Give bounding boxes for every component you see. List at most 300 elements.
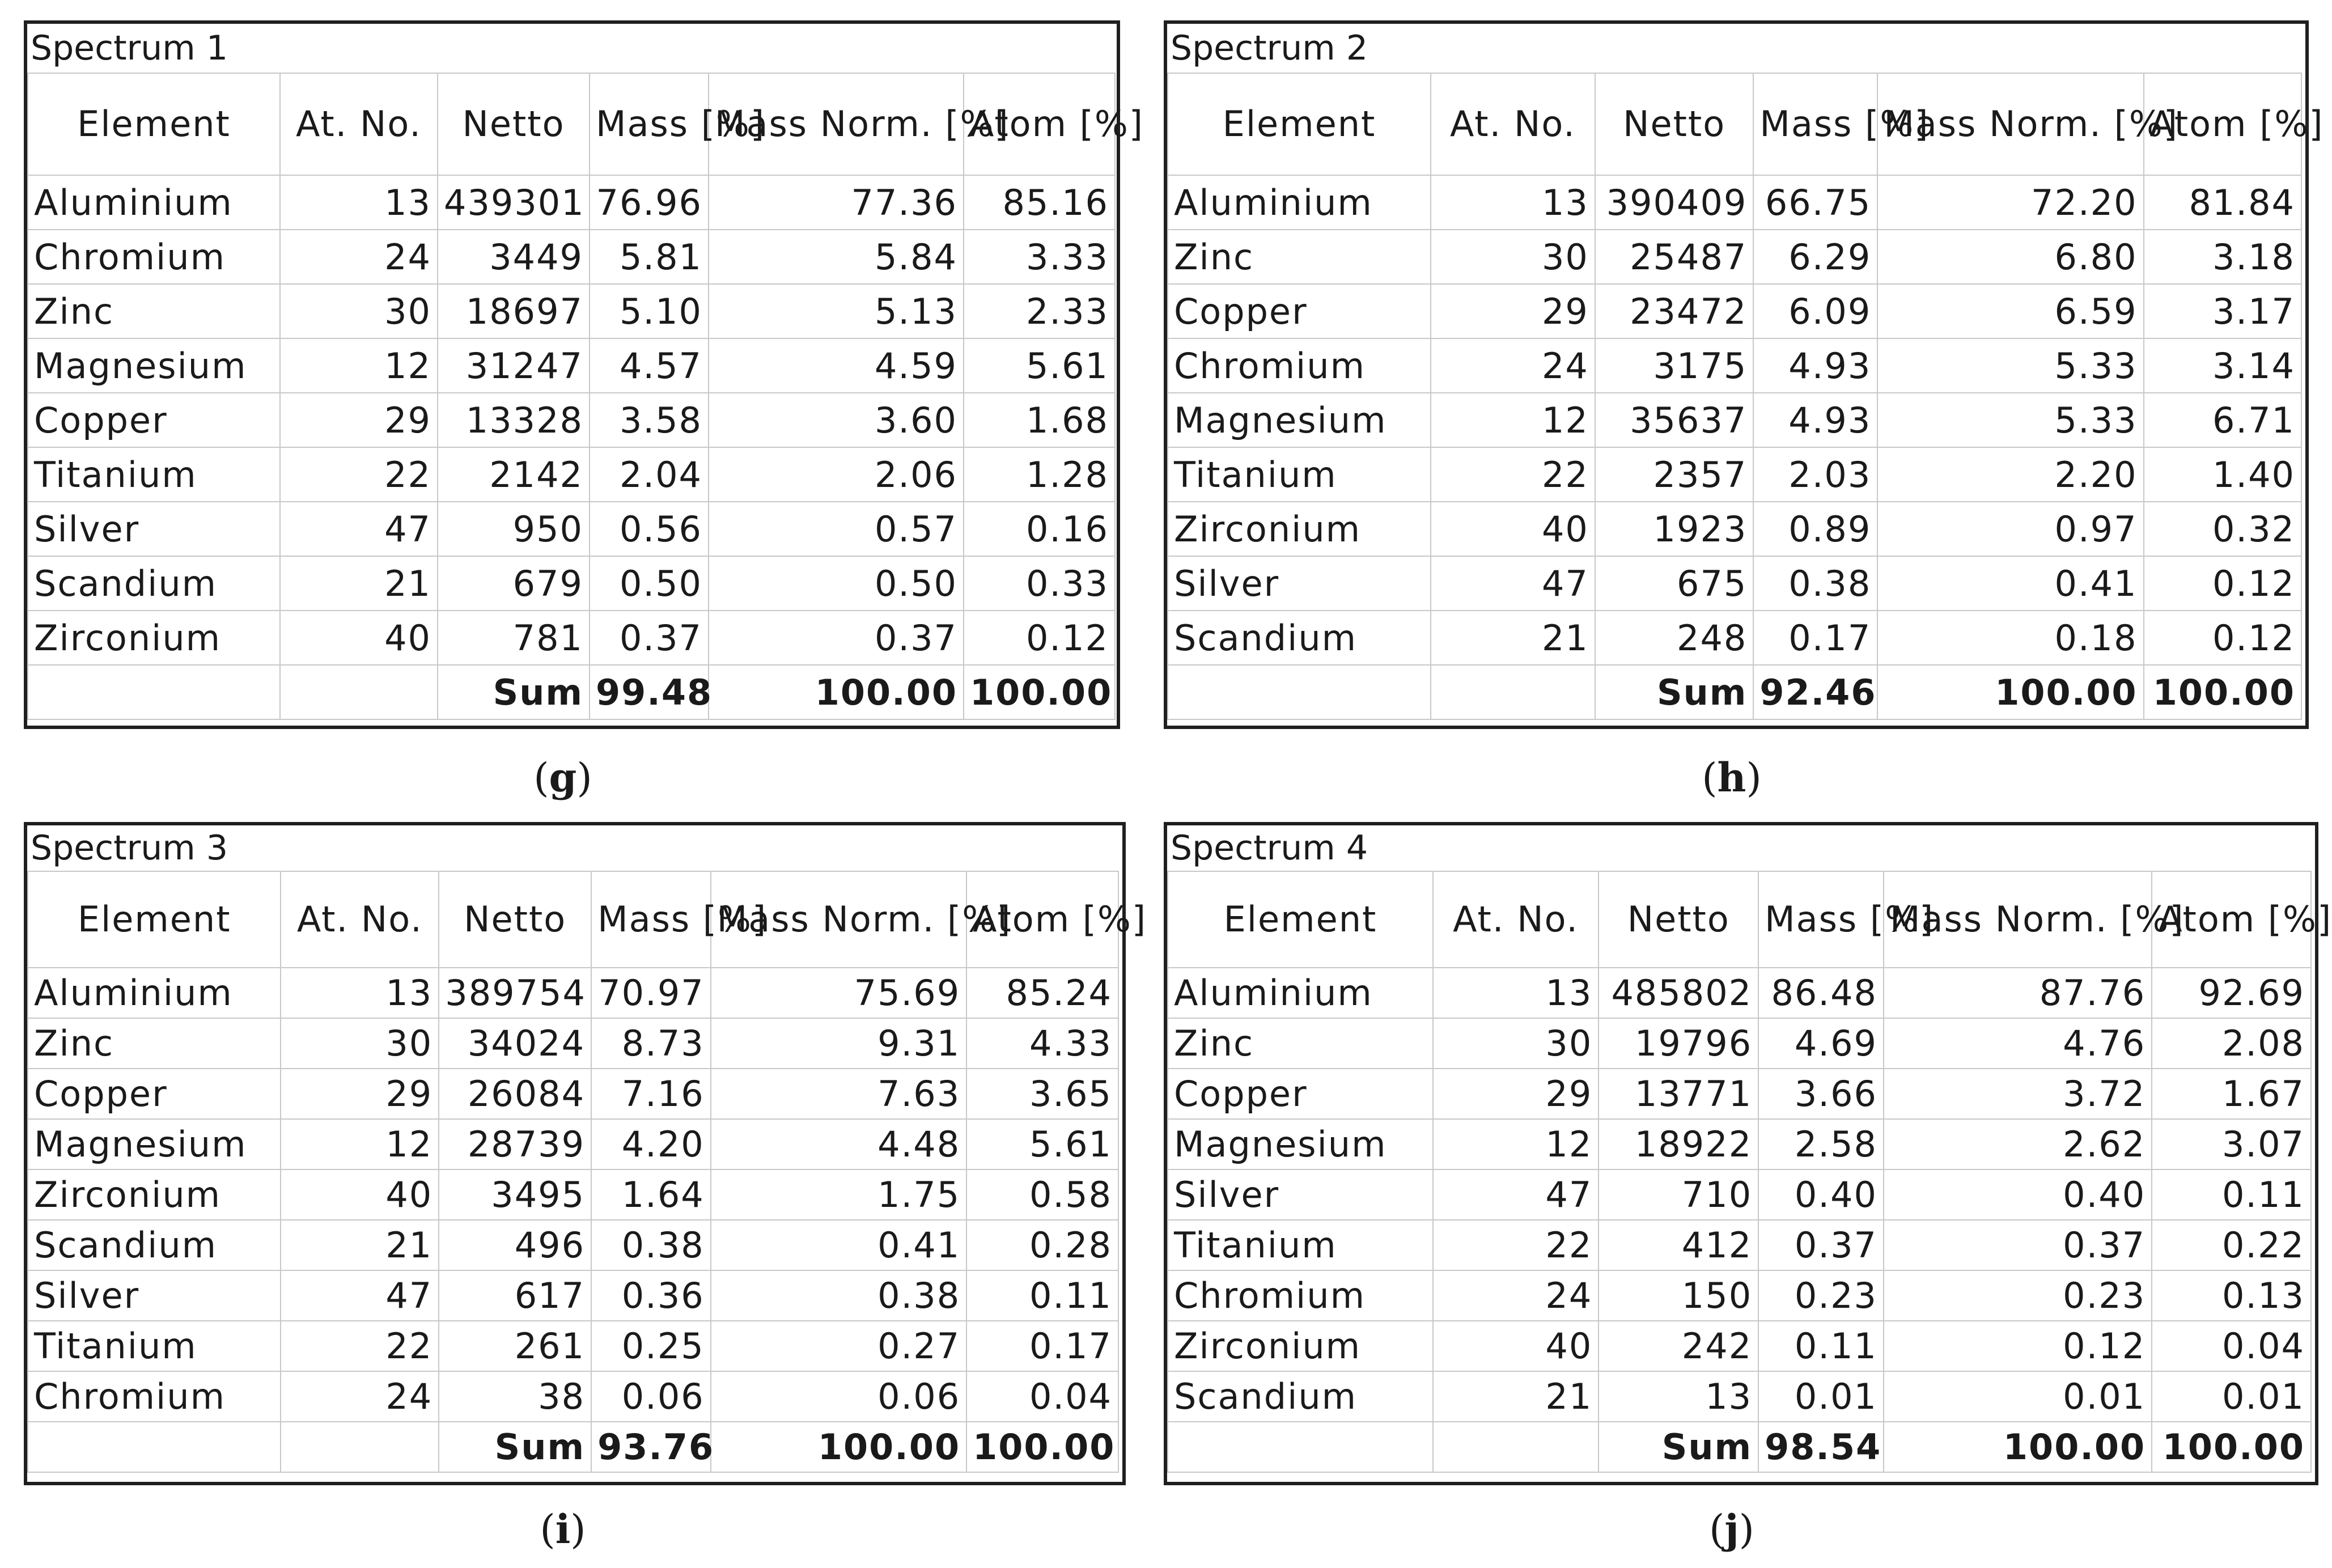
atomic-number: 22 [1433, 1220, 1599, 1270]
spectrum-table [27, 871, 1147, 1473]
mass-percent: 0.36 [591, 1270, 711, 1321]
mass-norm-percent: 75.69 [711, 968, 966, 1018]
netto-count: 34024 [439, 1018, 591, 1069]
mass-percent: 4.93 [1753, 393, 1877, 447]
mass-percent: 70.97 [591, 968, 711, 1018]
element-name: Aluminium [28, 175, 280, 230]
table-row [28, 338, 1115, 393]
mass-norm-percent: 0.40 [1884, 1169, 2152, 1220]
element-name: Aluminium [1168, 968, 1433, 1018]
table-row [28, 175, 1115, 230]
mass-norm-percent: 1.75 [711, 1169, 966, 1220]
atom-percent: 0.17 [966, 1321, 1118, 1371]
header-element: Element [1168, 871, 1433, 968]
mass-norm-percent: 3.60 [709, 393, 964, 447]
atom-percent: 0.12 [2144, 611, 2301, 665]
netto-count: 13328 [438, 393, 590, 447]
spectrum-table [1167, 73, 2324, 720]
netto-count: 675 [1595, 556, 1753, 611]
spectrum-4-panel [1164, 822, 2332, 1485]
atom-percent: 0.58 [966, 1169, 1118, 1220]
mass-percent: 0.17 [1753, 611, 1877, 665]
atom-percent: 0.11 [2152, 1169, 2311, 1220]
sum-atom: 100.00 [2152, 1422, 2311, 1472]
table-row [28, 447, 1115, 502]
header-row [1168, 871, 2311, 968]
sum-label: Sum [438, 665, 590, 719]
table-row [28, 611, 1115, 665]
mass-norm-percent: 0.50 [709, 556, 964, 611]
caption-i: (i) [540, 1506, 586, 1553]
table-row [1168, 1270, 2311, 1321]
mass-percent: 3.58 [590, 393, 709, 447]
atomic-number: 40 [1433, 1321, 1599, 1371]
atomic-number: 21 [281, 1220, 439, 1270]
atomic-number: 22 [280, 447, 438, 502]
mass-percent: 76.96 [590, 175, 709, 230]
sum-atom: 100.00 [2144, 665, 2301, 719]
header-atom: Atom [%] [966, 871, 1118, 968]
mass-norm-percent: 0.18 [1877, 611, 2143, 665]
mass-percent: 0.37 [1758, 1220, 1884, 1270]
mass-norm-percent: 87.76 [1884, 968, 2152, 1018]
mass-percent: 0.38 [591, 1220, 711, 1270]
netto-count: 781 [438, 611, 590, 665]
netto-count: 617 [439, 1270, 591, 1321]
element-name: Copper [1168, 1069, 1433, 1119]
sum-row [28, 1422, 1118, 1472]
netto-count: 18922 [1599, 1119, 1758, 1169]
element-name: Silver [28, 502, 280, 556]
panel-title: Spectrum 3 [31, 828, 228, 868]
empty-cell [1168, 665, 1431, 719]
table-row [1168, 611, 2301, 665]
empty-cell [28, 1422, 281, 1472]
netto-count: 710 [1599, 1169, 1758, 1220]
spectrum-1-panel [24, 20, 1144, 729]
mass-norm-percent: 2.06 [709, 447, 964, 502]
sum-mass: 93.76 [591, 1422, 711, 1472]
mass-percent: 2.04 [590, 447, 709, 502]
sum-mass: 99.48 [590, 665, 709, 719]
panel-title: Spectrum 1 [31, 28, 228, 68]
element-name: Titanium [28, 447, 280, 502]
mass-percent: 2.03 [1753, 447, 1877, 502]
mass-norm-percent: 9.31 [711, 1018, 966, 1069]
spectrum-2-panel [1164, 20, 2324, 729]
table-row [28, 1119, 1118, 1169]
empty-cell [281, 1422, 439, 1472]
element-name: Scandium [1168, 611, 1431, 665]
atomic-number: 40 [280, 611, 438, 665]
mass-norm-percent: 2.62 [1884, 1119, 2152, 1169]
mass-norm-percent: 0.27 [711, 1321, 966, 1371]
atom-percent: 3.14 [2144, 338, 2301, 393]
empty-cell [1431, 665, 1595, 719]
netto-count: 496 [439, 1220, 591, 1270]
spectrum-table [27, 73, 1144, 720]
header-at-no: At. No. [1433, 871, 1599, 968]
table-row [1168, 968, 2311, 1018]
atom-percent: 3.65 [966, 1069, 1118, 1119]
netto-count: 389754 [439, 968, 591, 1018]
mass-norm-percent: 7.63 [711, 1069, 966, 1119]
table-row [1168, 556, 2301, 611]
mass-percent: 6.29 [1753, 230, 1877, 284]
mass-percent: 4.69 [1758, 1018, 1884, 1069]
netto-count: 26084 [439, 1069, 591, 1119]
netto-count: 13 [1599, 1371, 1758, 1422]
mass-norm-percent: 0.37 [1884, 1220, 2152, 1270]
header-mass-norm: Mass Norm. [%] [711, 871, 966, 968]
spectrum-3-panel [24, 822, 1147, 1485]
element-name: Chromium [28, 230, 280, 284]
atomic-number: 47 [281, 1270, 439, 1321]
netto-count: 248 [1595, 611, 1753, 665]
atom-percent: 81.84 [2144, 175, 2301, 230]
sum-atom: 100.00 [966, 1422, 1118, 1472]
header-row [28, 871, 1118, 968]
header-atom: Atom [%] [2144, 73, 2301, 175]
netto-count: 31247 [438, 338, 590, 393]
atomic-number: 21 [1431, 611, 1595, 665]
mass-norm-percent: 0.12 [1884, 1321, 2152, 1371]
mass-norm-percent: 0.41 [1877, 556, 2143, 611]
mass-norm-percent: 6.59 [1877, 284, 2143, 338]
table-row [1168, 230, 2301, 284]
empty-cell [280, 665, 438, 719]
mass-percent: 0.23 [1758, 1270, 1884, 1321]
netto-count: 1923 [1595, 502, 1753, 556]
atomic-number: 12 [281, 1119, 439, 1169]
table-row [1168, 338, 2301, 393]
header-element: Element [28, 871, 281, 968]
table-row [1168, 502, 2301, 556]
element-name: Silver [1168, 1169, 1433, 1220]
mass-norm-percent: 0.01 [1884, 1371, 2152, 1422]
element-name: Copper [28, 1069, 281, 1119]
atomic-number: 13 [281, 968, 439, 1018]
mass-percent: 0.56 [590, 502, 709, 556]
mass-percent: 7.16 [591, 1069, 711, 1119]
caption-h: (h) [1702, 754, 1762, 801]
header-atom: Atom [%] [2152, 871, 2311, 968]
panel-title: Spectrum 2 [1171, 28, 1368, 68]
mass-norm-percent: 2.20 [1877, 447, 2143, 502]
mass-percent: 86.48 [1758, 968, 1884, 1018]
table-row [1168, 284, 2301, 338]
header-element: Element [28, 73, 280, 175]
table-row [1168, 1018, 2311, 1069]
atom-percent: 85.16 [964, 175, 1115, 230]
mass-norm-percent: 4.48 [711, 1119, 966, 1169]
table-row [1168, 447, 2301, 502]
element-name: Zirconium [1168, 1321, 1433, 1371]
atom-percent: 1.40 [2144, 447, 2301, 502]
element-name: Magnesium [28, 1119, 281, 1169]
caption-g: (g) [533, 754, 592, 801]
element-name: Aluminium [1168, 175, 1431, 230]
mass-percent: 0.01 [1758, 1371, 1884, 1422]
mass-norm-percent: 5.84 [709, 230, 964, 284]
table-row [28, 1270, 1118, 1321]
table-row [1168, 1321, 2311, 1371]
empty-cell [1433, 1422, 1599, 1472]
mass-percent: 3.66 [1758, 1069, 1884, 1119]
netto-count: 950 [438, 502, 590, 556]
element-name: Zirconium [1168, 502, 1431, 556]
mass-percent: 6.09 [1753, 284, 1877, 338]
table-row [1168, 1169, 2311, 1220]
atom-percent: 0.11 [966, 1270, 1118, 1321]
header-row [28, 73, 1115, 175]
mass-norm-percent: 5.13 [709, 284, 964, 338]
mass-norm-percent: 0.06 [711, 1371, 966, 1422]
atom-percent: 0.04 [2152, 1321, 2311, 1371]
header-mass: Mass [%] [1758, 871, 1884, 968]
table-row [1168, 175, 2301, 230]
netto-count: 13771 [1599, 1069, 1758, 1119]
atomic-number: 30 [281, 1018, 439, 1069]
element-name: Zinc [28, 284, 280, 338]
element-name: Titanium [1168, 1220, 1433, 1270]
header-mass: Mass [%] [1753, 73, 1877, 175]
atomic-number: 40 [281, 1169, 439, 1220]
mass-norm-percent: 0.37 [709, 611, 964, 665]
atom-percent: 0.04 [966, 1371, 1118, 1422]
element-name: Zinc [28, 1018, 281, 1069]
table-row [28, 556, 1115, 611]
element-name: Copper [1168, 284, 1431, 338]
sum-mass-norm: 100.00 [1877, 665, 2143, 719]
header-mass: Mass [%] [591, 871, 711, 968]
mass-norm-percent: 77.36 [709, 175, 964, 230]
mass-norm-percent: 0.23 [1884, 1270, 2152, 1321]
element-name: Titanium [28, 1321, 281, 1371]
header-element: Element [1168, 73, 1431, 175]
element-name: Magnesium [28, 338, 280, 393]
atom-percent: 0.33 [964, 556, 1115, 611]
table-row [28, 230, 1115, 284]
atom-percent: 1.68 [964, 393, 1115, 447]
atomic-number: 40 [1431, 502, 1595, 556]
atomic-number: 30 [1433, 1018, 1599, 1069]
netto-count: 19796 [1599, 1018, 1758, 1069]
mass-norm-percent: 0.97 [1877, 502, 2143, 556]
mass-norm-percent: 4.76 [1884, 1018, 2152, 1069]
table-row [1168, 1220, 2311, 1270]
table-row [28, 1069, 1118, 1119]
atom-percent: 6.71 [2144, 393, 2301, 447]
netto-count: 485802 [1599, 968, 1758, 1018]
atom-percent: 3.33 [964, 230, 1115, 284]
table-row [1168, 1119, 2311, 1169]
netto-count: 390409 [1595, 175, 1753, 230]
atom-percent: 5.61 [966, 1119, 1118, 1169]
sum-mass-norm: 100.00 [1884, 1422, 2152, 1472]
atomic-number: 12 [1431, 393, 1595, 447]
element-name: Zinc [1168, 230, 1431, 284]
sum-label: Sum [439, 1422, 591, 1472]
panel-title: Spectrum 4 [1171, 828, 1368, 868]
mass-norm-percent: 5.33 [1877, 393, 2143, 447]
mass-norm-percent: 72.20 [1877, 175, 2143, 230]
atom-percent: 0.22 [2152, 1220, 2311, 1270]
empty-cell [1168, 1422, 1433, 1472]
atom-percent: 0.13 [2152, 1270, 2311, 1321]
netto-count: 150 [1599, 1270, 1758, 1321]
table-row [28, 1220, 1118, 1270]
atomic-number: 24 [1431, 338, 1595, 393]
atomic-number: 22 [281, 1321, 439, 1371]
atom-percent: 1.67 [2152, 1069, 2311, 1119]
table-row [28, 1018, 1118, 1069]
atomic-number: 13 [1433, 968, 1599, 1018]
table-row [28, 284, 1115, 338]
element-name: Zirconium [28, 1169, 281, 1220]
atom-percent: 0.12 [964, 611, 1115, 665]
mass-percent: 2.58 [1758, 1119, 1884, 1169]
header-mass-norm: Mass Norm. [%] [709, 73, 964, 175]
atom-percent: 0.16 [964, 502, 1115, 556]
atom-percent: 2.33 [964, 284, 1115, 338]
mass-percent: 0.11 [1758, 1321, 1884, 1371]
netto-count: 261 [439, 1321, 591, 1371]
netto-count: 242 [1599, 1321, 1758, 1371]
atom-percent: 3.07 [2152, 1119, 2311, 1169]
atomic-number: 29 [1431, 284, 1595, 338]
mass-percent: 0.25 [591, 1321, 711, 1371]
atomic-number: 47 [280, 502, 438, 556]
netto-count: 2357 [1595, 447, 1753, 502]
mass-percent: 66.75 [1753, 175, 1877, 230]
element-name: Magnesium [1168, 393, 1431, 447]
netto-count: 2142 [438, 447, 590, 502]
atomic-number: 12 [280, 338, 438, 393]
atom-percent: 0.01 [2152, 1371, 2311, 1422]
element-name: Chromium [1168, 1270, 1433, 1321]
element-name: Scandium [28, 1220, 281, 1270]
atomic-number: 29 [1433, 1069, 1599, 1119]
element-name: Silver [1168, 556, 1431, 611]
netto-count: 25487 [1595, 230, 1753, 284]
mass-percent: 0.89 [1753, 502, 1877, 556]
atomic-number: 21 [280, 556, 438, 611]
mass-norm-percent: 6.80 [1877, 230, 2143, 284]
netto-count: 23472 [1595, 284, 1753, 338]
table-row [28, 1371, 1118, 1422]
element-name: Silver [28, 1270, 281, 1321]
mass-norm-percent: 0.38 [711, 1270, 966, 1321]
element-name: Copper [28, 393, 280, 447]
atom-percent: 0.12 [2144, 556, 2301, 611]
mass-percent: 8.73 [591, 1018, 711, 1069]
table-row [1168, 393, 2301, 447]
element-name: Scandium [28, 556, 280, 611]
mass-percent: 4.93 [1753, 338, 1877, 393]
header-netto: Netto [1599, 871, 1758, 968]
mass-percent: 1.64 [591, 1169, 711, 1220]
mass-norm-percent: 4.59 [709, 338, 964, 393]
header-at-no: At. No. [280, 73, 438, 175]
atomic-number: 30 [1431, 230, 1595, 284]
mass-percent: 0.06 [591, 1371, 711, 1422]
atom-percent: 2.08 [2152, 1018, 2311, 1069]
table-row [28, 502, 1115, 556]
atomic-number: 47 [1433, 1169, 1599, 1220]
netto-count: 38 [439, 1371, 591, 1422]
header-mass: Mass [%] [590, 73, 709, 175]
header-netto: Netto [1595, 73, 1753, 175]
mass-percent: 0.38 [1753, 556, 1877, 611]
header-netto: Netto [439, 871, 591, 968]
atom-percent: 3.18 [2144, 230, 2301, 284]
sum-row [28, 665, 1115, 719]
header-atom: Atom [%] [964, 73, 1115, 175]
atom-percent: 85.24 [966, 968, 1118, 1018]
atom-percent: 92.69 [2152, 968, 2311, 1018]
atom-percent: 0.28 [966, 1220, 1118, 1270]
mass-norm-percent: 0.57 [709, 502, 964, 556]
netto-count: 679 [438, 556, 590, 611]
sum-row [1168, 665, 2301, 719]
sum-mass-norm: 100.00 [709, 665, 964, 719]
element-name: Titanium [1168, 447, 1431, 502]
mass-norm-percent: 3.72 [1884, 1069, 2152, 1119]
table-row [1168, 1371, 2311, 1422]
sum-mass-norm: 100.00 [711, 1422, 966, 1472]
netto-count: 28739 [439, 1119, 591, 1169]
header-mass-norm: Mass Norm. [%] [1884, 871, 2152, 968]
netto-count: 439301 [438, 175, 590, 230]
atom-percent: 0.32 [2144, 502, 2301, 556]
atom-percent: 4.33 [966, 1018, 1118, 1069]
element-name: Aluminium [28, 968, 281, 1018]
table-row [28, 1321, 1118, 1371]
header-at-no: At. No. [1431, 73, 1595, 175]
atomic-number: 13 [280, 175, 438, 230]
atomic-number: 22 [1431, 447, 1595, 502]
atomic-number: 21 [1433, 1371, 1599, 1422]
mass-percent: 4.57 [590, 338, 709, 393]
table-row [28, 968, 1118, 1018]
atomic-number: 24 [1433, 1270, 1599, 1321]
mass-percent: 4.20 [591, 1119, 711, 1169]
atom-percent: 3.17 [2144, 284, 2301, 338]
sum-atom: 100.00 [964, 665, 1115, 719]
caption-j: (j) [1709, 1506, 1754, 1553]
atomic-number: 24 [281, 1371, 439, 1422]
netto-count: 412 [1599, 1220, 1758, 1270]
element-name: Chromium [28, 1371, 281, 1422]
element-name: Scandium [1168, 1371, 1433, 1422]
mass-percent: 5.10 [590, 284, 709, 338]
atomic-number: 12 [1433, 1119, 1599, 1169]
netto-count: 18697 [438, 284, 590, 338]
atomic-number: 13 [1431, 175, 1595, 230]
netto-count: 3175 [1595, 338, 1753, 393]
spectrum-table [1167, 871, 2332, 1473]
atomic-number: 29 [281, 1069, 439, 1119]
table-row [1168, 1069, 2311, 1119]
sum-mass: 98.54 [1758, 1422, 1884, 1472]
mass-percent: 0.50 [590, 556, 709, 611]
netto-count: 35637 [1595, 393, 1753, 447]
mass-norm-percent: 0.41 [711, 1220, 966, 1270]
table-row [28, 393, 1115, 447]
mass-norm-percent: 5.33 [1877, 338, 2143, 393]
header-row [1168, 73, 2301, 175]
